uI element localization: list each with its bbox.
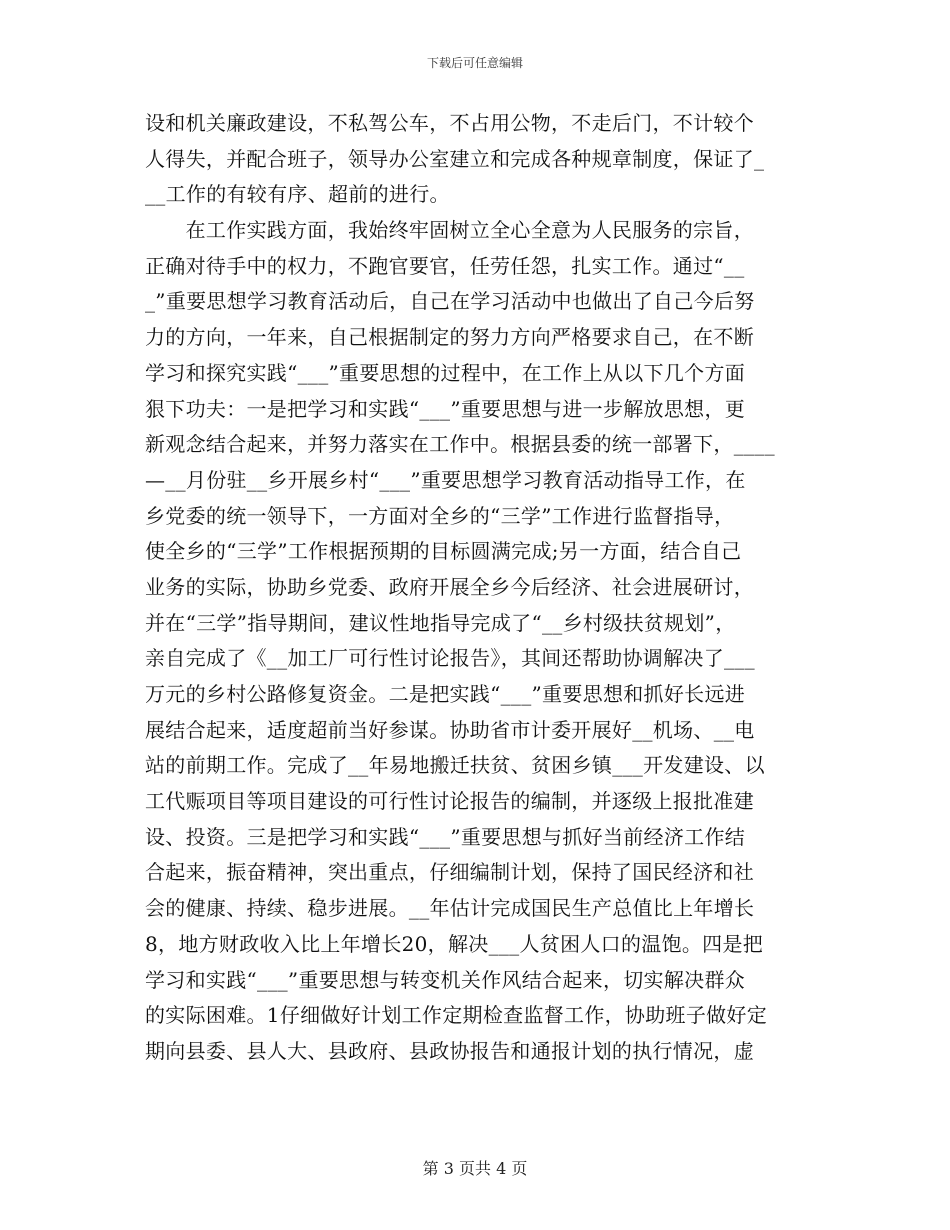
text-line: 力的方向，一年来，自己根据制定的努力方向严格要求自己，在不断 bbox=[145, 325, 754, 350]
text-line: 并在“三学”指导期间，建议性地指导完成了“__乡村级扶贫规划”， bbox=[145, 610, 736, 635]
text-line: _”重要思想学习教育活动后，自己在学习活动中也做出了自己今后努 bbox=[145, 289, 755, 314]
text-line: 合起来，振奋精神，突出重点，仔细编制计划，保持了国民经济和社 bbox=[145, 860, 754, 885]
text-line: 新观念结合起来，并努力落实在工作中。根据县委的统一部署下，____ bbox=[145, 432, 775, 457]
text-line: 万元的乡村公路修复资金。二是把实践“___”重要思想和抓好长远进 bbox=[145, 682, 746, 706]
text-line: 人得失，并配合班子，领导办公室建立和完成各种规章制度，保证了_ bbox=[145, 146, 765, 171]
text-line: 乡党委的统一领导下，一方面对全乡的“三学”工作进行监督指导， bbox=[145, 503, 735, 528]
text-line: __工作的有较有序、超前的进行。 bbox=[145, 182, 450, 207]
text-line: 设和机关廉政建设，不私驾公车，不占用公物，不走后门，不计较个 bbox=[145, 111, 754, 135]
text-line: —__月份驻__乡开展乡村“___”重要思想学习教育活动指导工作，在 bbox=[145, 467, 746, 492]
text-line: 狠下功夫：一是把学习和实践“___”重要思想与进一步解放思想，更 bbox=[145, 396, 746, 421]
text-line: 在工作实践方面，我始终牢固树立全心全意为人民服务的宗旨， bbox=[145, 218, 754, 243]
text-line: 亲自完成了《__加工厂可行性讨论报告》，其间还帮助协调解决了___ bbox=[145, 646, 755, 671]
text-line: 设、投资。三是把学习和实践“___”重要思想与抓好当前经济工作结 bbox=[145, 824, 746, 849]
text-line: 学习和实践“___”重要思想与转变机关作风结合起来，切实解决群众 bbox=[145, 967, 746, 992]
text-line: 展结合起来，适度超前当好参谋。协助省市计委开展好__机场、__电 bbox=[145, 717, 755, 742]
text-line: 业务的实际，协助乡党委、政府开展全乡今后经济、社会进展研讨， bbox=[145, 574, 754, 599]
text-line: 正确对待手中的权力，不跑官要官，任劳任怨，扎实工作。通过“__ bbox=[145, 253, 745, 278]
document-body bbox=[145, 106, 805, 1070]
text-line: 使全乡的“三学”工作根据预期的目标圆满完成;另一方面，结合自己 bbox=[145, 539, 742, 564]
text-line: 8，地方财政收入比上年增长20，解决___人贫困人口的温饱。四是把 bbox=[145, 931, 764, 956]
text-line: 期向县委、县人大、县政府、县政协报告和通报计划的执行情况，虚 bbox=[145, 1038, 754, 1063]
text-line: 的实际困难。1仔细做好计划工作定期检查监督工作，协助班子做好定 bbox=[145, 1003, 768, 1028]
page-footer: 第 3 页共 4 页 bbox=[422, 1159, 528, 1178]
text-line: 站的前期工作。完成了__年易地搬迁扶贫、贫困乡镇___开发建设、以 bbox=[145, 753, 765, 778]
page-header: 下载后可任意编辑 bbox=[426, 56, 523, 70]
text-line: 工代赈项目等项目建设的可行性讨论报告的编制，并逐级上报批准建 bbox=[145, 789, 754, 814]
text-line: 学习和探究实践“___”重要思想的过程中，在工作上从以下几个方面 bbox=[145, 360, 746, 385]
text-line: 会的健康、持续、稳步进展。__年估计完成国民生产总值比上年增长 bbox=[145, 896, 755, 921]
